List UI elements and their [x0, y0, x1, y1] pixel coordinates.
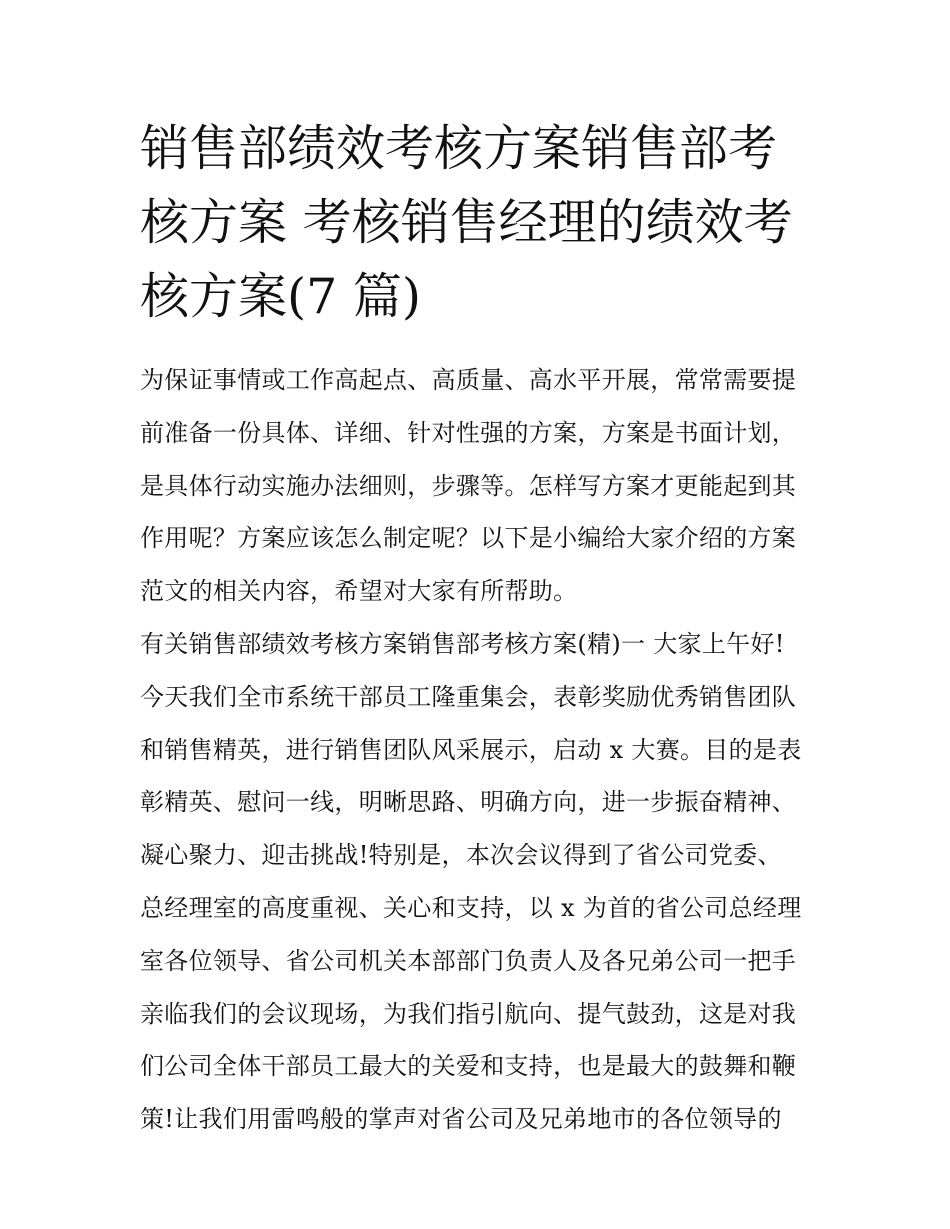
title-line: 销售部绩效考核方案销售部考	[140, 120, 778, 177]
body-line: 为保证事情或工作高起点、高质量、高水平开展，常常需要提	[140, 366, 797, 394]
body-line: 策!让我们用雷鸣般的掌声对省公司及兄弟地市的各位领导的	[140, 1105, 782, 1134]
body-line: 彰精英、慰问一线，明晰思路、明确方向，进一步振奋精神、	[140, 788, 797, 817]
body-line: 们公司全体干部员工最大的关爱和支持，也是最大的鼓舞和鞭	[140, 1052, 797, 1081]
body-line: 是具体行动实施办法细则，步骤等。怎样写方案才更能起到其	[140, 471, 797, 500]
title-line: 核方案(7 篇)	[140, 268, 421, 325]
body-line: 总经理室的高度重视、关心和支持，以 x 为首的省公司总经理	[140, 893, 802, 922]
body-line: 凝心聚力、迎击挑战!特别是，本次会议得到了省公司党委、	[140, 841, 782, 870]
document-title	[140, 112, 820, 334]
body-line: 室各位领导、省公司机关本部部门负责人及各兄弟公司一把手	[140, 946, 797, 975]
body-line: 亲临我们的会议现场，为我们指引航向、提气鼓劲，这是对我	[140, 999, 797, 1028]
body-line: 和销售精英，进行销售团队风采展示，启动 x 大赛。目的是表	[140, 735, 802, 764]
body-line: 有关销售部绩效考核方案销售部考核方案(精)一 大家上午好!	[140, 629, 785, 658]
body-line: 前准备一份具体、详细、针对性强的方案，方案是书面计划，	[140, 418, 797, 447]
title-line: 核方案 考核销售经理的绩效考	[140, 194, 793, 251]
body-line: 范文的相关内容，希望对大家有所帮助。	[140, 577, 578, 606]
body-line: 今天我们全市系统干部员工隆重集会，表彰奖励优秀销售团队	[140, 682, 797, 711]
body-line: 作用呢？方案应该怎么制定呢？以下是小编给大家介绍的方案	[140, 524, 797, 553]
document-body	[140, 354, 820, 1146]
